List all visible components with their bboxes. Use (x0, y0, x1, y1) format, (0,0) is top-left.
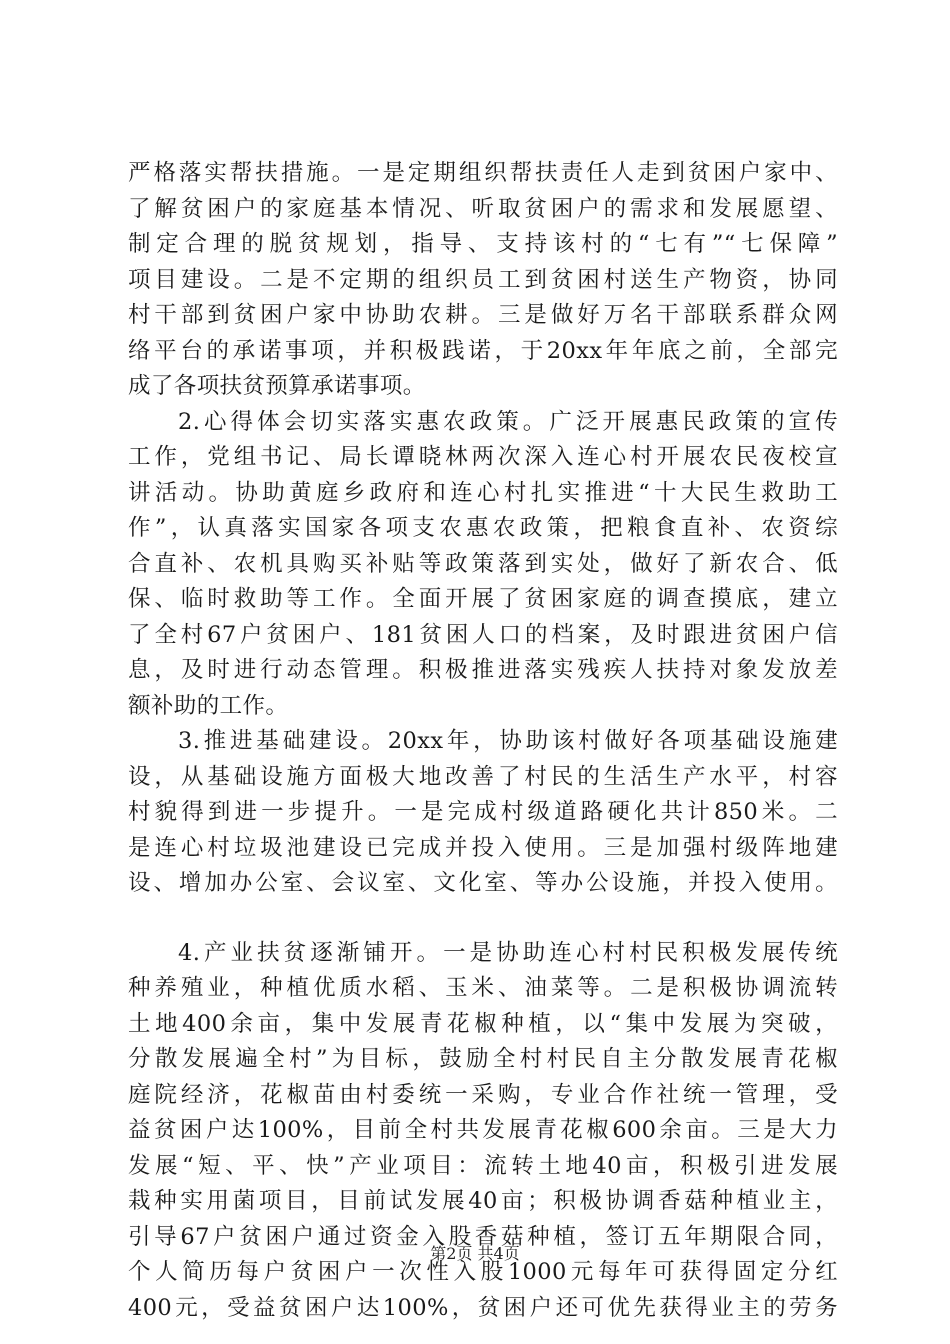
paragraph-2 (128, 405, 838, 725)
text-line: 了全村67户贫困户、181贫困人口的档案，及时跟进贫困户信 (128, 621, 838, 648)
text-line: 工作，党组书记、局长谭晓林两次深入连心村开展农民夜校宣 (128, 444, 838, 470)
text-line: 400元，受益贫困户达100%，贫困户还可优先获得业主的劳务 (128, 1294, 838, 1321)
text-line: 了解贫困户的家庭基本情况、听取贫困户的需求和发展愿望、 (128, 195, 838, 222)
text-line: 4.产业扶贫逐渐铺开。一是协助连心村村民积极发展传统 (178, 939, 838, 966)
text-line: 设，从基础设施方面极大地改善了村民的生活生产水平，村容 (128, 763, 838, 790)
text-line: 络平台的承诺事项，并积极践诺，于20xx年年底之前，全部完 (128, 337, 838, 364)
text-line: 栽种实用菌项目，目前试发展40亩；积极协调香菇种植业主， (128, 1188, 838, 1214)
text-line: 讲活动。协助黄庭乡政府和连心村扎实推进“十大民生救助工 (128, 479, 838, 506)
text-line: 分散发展遍全村”为目标，鼓励全村村民自主分散发展青花椒 (128, 1046, 838, 1072)
paragraph-4 (128, 936, 838, 1327)
text-line: 制定合理的脱贫规划，指导、支持该村的“七有”“七保障” (128, 231, 838, 257)
text-line: 是连心村垃圾池建设已完成并投入使用。三是加强村级阵地建 (128, 834, 838, 861)
text-line: 设、增加办公室、会议室、文化室、等办公设施，并投入使用。 (128, 870, 838, 896)
text-line: 项目建设。二是不定期的组织员工到贫困村送生产物资，协同 (128, 266, 838, 293)
text-line: 村貌得到进一步提升。一是完成村级道路硬化共计850米。二 (128, 799, 838, 825)
document-body (128, 156, 838, 1326)
text-line: 息，及时进行动态管理。积极推进落实残疾人扶持对象发放差 (128, 657, 838, 683)
text-line: 发展“短、平、快”产业项目：流转土地40亩，积极引进发展 (128, 1152, 838, 1179)
text-line: 3.推进基础建设。20xx年，协助该村做好各项基础设施建 (178, 728, 838, 754)
text-line: 种养殖业，种植优质水稻、玉米、油菜等。二是积极协调流转 (128, 975, 838, 1001)
paragraph-spacer (128, 902, 838, 936)
text-line: 村干部到贫困户家中协助农耕。三是做好万名干部联系群众网 (128, 302, 838, 328)
page-number-footer: 第2页 共4页 (430, 1244, 520, 1263)
text-line: 额补助的工作。 (128, 692, 289, 719)
text-line: 严格落实帮扶措施。一是定期组织帮扶责任人走到贫困户家中、 (128, 160, 838, 186)
text-line: 个人简历每户贫困户一次性入股1000元每年可获得固定分红 (128, 1259, 838, 1285)
text-line: 益贫困户达100%，目前全村共发展青花椒600余亩。三是大力 (128, 1117, 838, 1143)
text-line: 引导67户贫困户通过资金入股香菇种植，签订五年期限合同， (128, 1223, 838, 1250)
paragraph-3 (128, 724, 838, 902)
text-line: 保、临时救助等工作。全面开展了贫困家庭的调查摸底，建立 (128, 586, 838, 612)
paragraph-1 (128, 156, 838, 405)
text-line: 土地400余亩，集中发展青花椒种植，以“集中发展为突破， (128, 1010, 838, 1037)
text-line: 成了各项扶贫预算承诺事项。 (128, 373, 426, 399)
text-line: 合直补、农机具购买补贴等政策落到实处，做好了新农合、低 (128, 550, 838, 577)
text-line: 2.心得体会切实落实惠农政策。广泛开展惠民政策的宣传 (178, 408, 838, 435)
text-line: 庭院经济，花椒苗由村委统一采购，专业合作社统一管理，受 (128, 1081, 838, 1108)
text-line: 作”，认真落实国家各项支农惠农政策，把粮食直补、农资综 (128, 515, 838, 541)
